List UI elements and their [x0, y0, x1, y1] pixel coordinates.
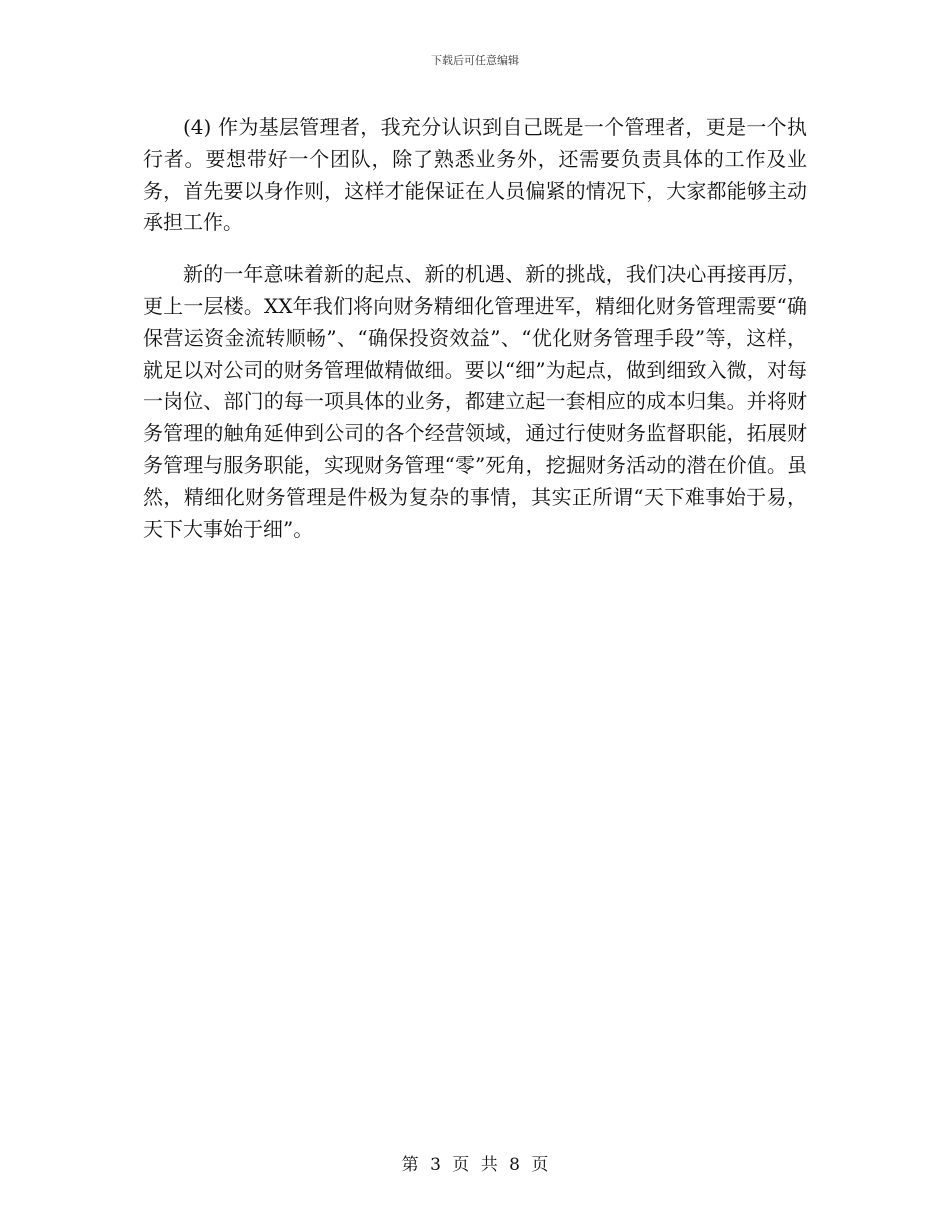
paragraph-new-year-plan: 新的一年意味着新的起点、新的机遇、新的挑战，我们决心再接再厉，更上一层楼。XX年我们将向财务精细化管理进军，精细化财务管理需要“确保营运资金流转顺畅”、“确保投资效益”、“优化财务管理手段”等，这样，就足以对公司的财务管理做精做细。要以“细”为起点，做到细致入微，对每一岗位、部门的每一项具体的业务，都建立起一套相应的成本归集。并将财务管理的触角延伸到公司的各个经营领域，通过行使财务监督职能，拓展财务管理与服务职能，实现财务管理“零”死角，挖掘财务活动的潜在价值。虽然，精细化财务管理是件极为复杂的事情，其实正所谓“天下难事始于易，天下大事始于细”。 — [143, 262, 807, 541]
document-body — [143, 112, 807, 545]
paragraph-item-4: (4) 作为基层管理者，我充分认识到自己既是一个管理者，更是一个执行者。要想带好一个团队，除了熟悉业务外，还需要负责具体的工作及业务，首先要以身作则，这样才能保证在人员偏紧的情况下，大家都能够主动承担工作。 — [143, 115, 807, 235]
page-number-footer: 第 3 页 共 8 页 — [401, 1155, 549, 1175]
page-header-note: 下载后可任意编辑 — [431, 54, 519, 67]
